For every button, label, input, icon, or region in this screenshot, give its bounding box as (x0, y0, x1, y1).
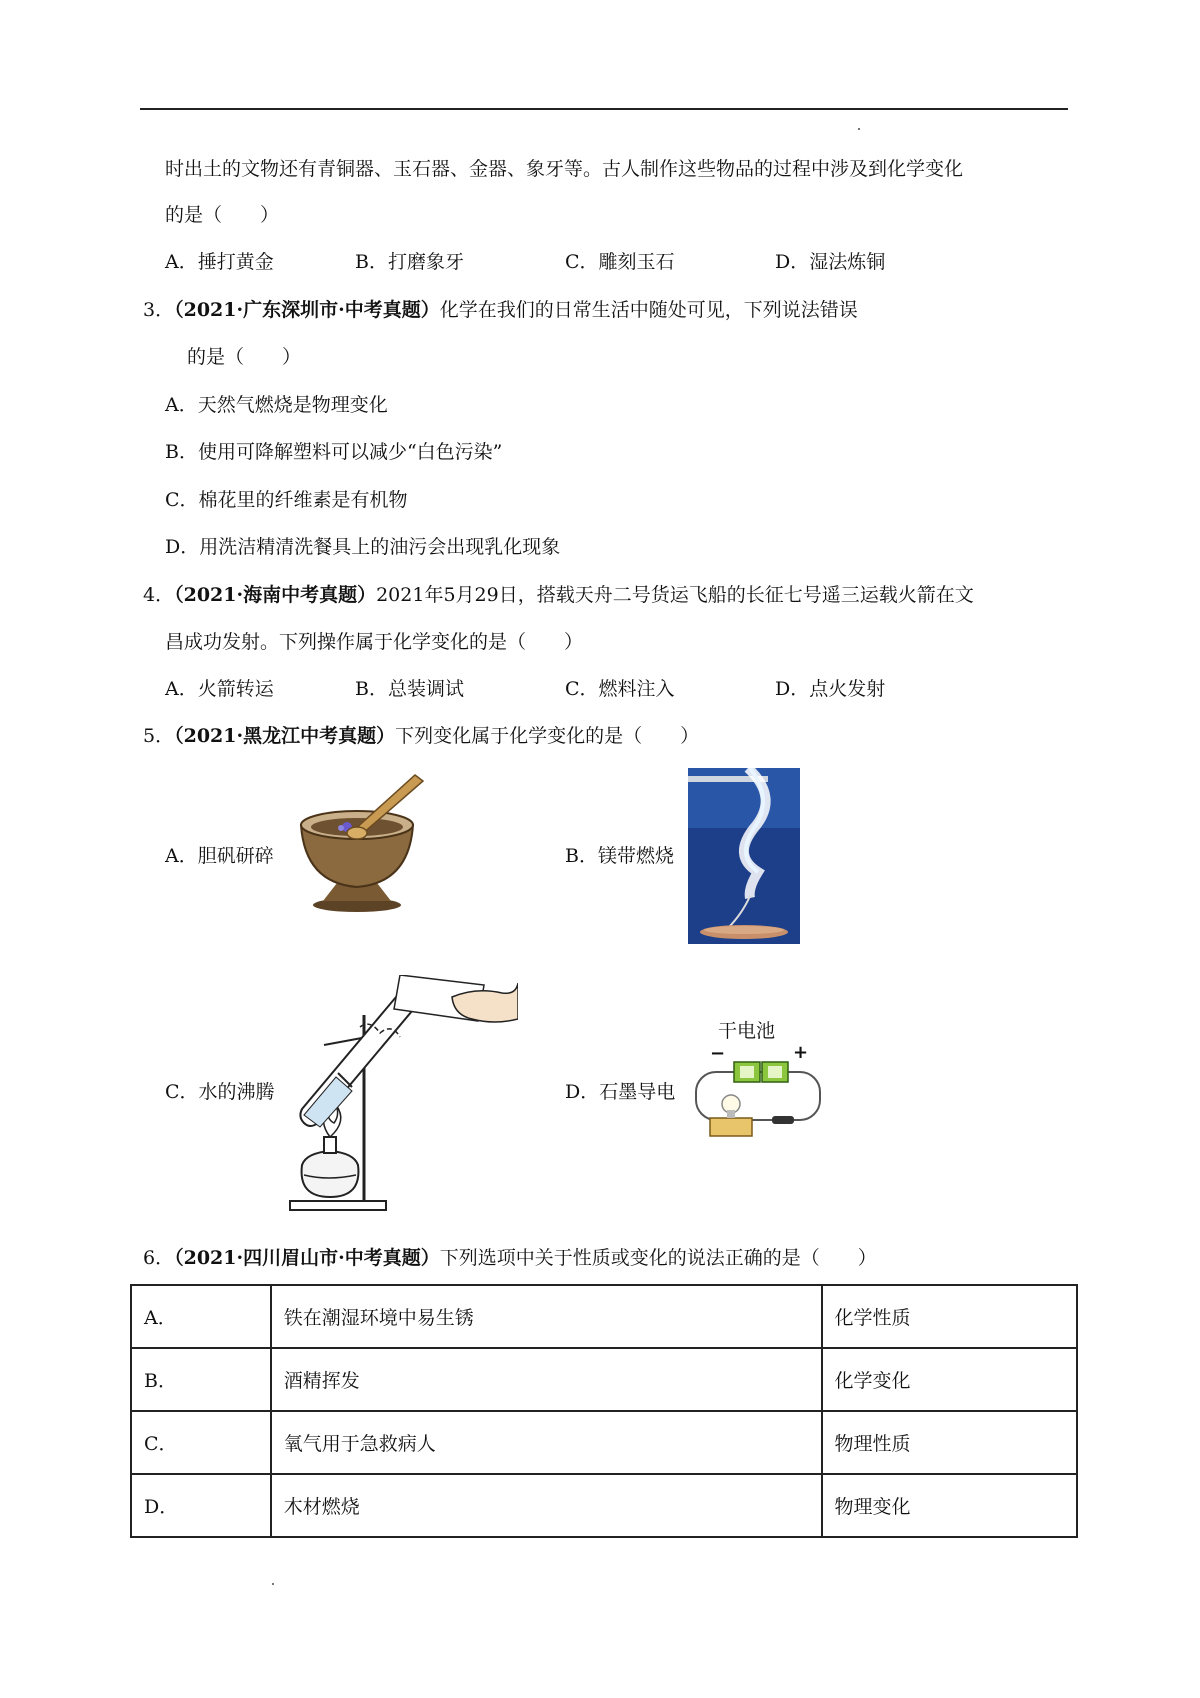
header-rule (140, 108, 1068, 110)
q4-option-b: B．总装调试 (355, 678, 464, 700)
table-row (131, 1285, 1077, 1348)
q4-options (165, 677, 965, 701)
q4-source: （2021·海南中考真题） (174, 584, 377, 606)
boiling-water-image (288, 975, 518, 1215)
q5-stem-line1 (143, 724, 699, 748)
q3-option-c: C．棉花里的纤维素是有机物 (165, 489, 408, 511)
scan-dot (858, 128, 860, 130)
q5-source: （2021·黑龙江中考真题） (174, 725, 396, 747)
q6-row-b-desc: 酒精挥发 (271, 1348, 822, 1411)
q2-option-c: C．雕刻玉石 (565, 251, 675, 273)
q4-number: 4． (143, 584, 175, 606)
q6-row-d-desc: 木材燃烧 (271, 1474, 822, 1537)
q5-option-a-label: A．胆矾研碎 (165, 845, 274, 867)
q6-row-a-letter: A． (131, 1285, 271, 1348)
q6-row-c-type: 物理性质 (822, 1411, 1077, 1474)
mortar-pestle-image (295, 765, 430, 915)
table-row (131, 1474, 1077, 1537)
scan-dot (272, 1583, 274, 1585)
q6-number: 6． (143, 1247, 175, 1269)
q6-row-c-desc: 氧气用于急救病人 (271, 1411, 822, 1474)
q6-row-c-letter: C． (131, 1411, 271, 1474)
q5-option-b-label: B．镁带燃烧 (565, 845, 674, 867)
q5-option-c-label: C．水的沸腾 (165, 1081, 275, 1103)
q3-source: （2021·广东深圳市·中考真题） (174, 299, 440, 321)
q4-stem-line2: 昌成功发射。下列操作属于化学变化的是（ ） (165, 631, 584, 653)
q6-row-a-desc: 铁在潮湿环境中易生锈 (271, 1285, 822, 1348)
q6-row-b-letter: B． (131, 1348, 271, 1411)
battery-label: 干电池 (718, 1020, 776, 1042)
q3-option-d: D．用洗洁精清洗餐具上的油污会出现乳化现象 (165, 536, 561, 558)
q2-options (165, 250, 965, 274)
q3-number: 3． (143, 299, 175, 321)
q6-source: （2021·四川眉山市·中考真题） (174, 1247, 440, 1269)
q4-option-d: D．点火发射 (775, 678, 886, 700)
q5-number: 5． (143, 725, 175, 747)
battery-plus-sign: + (793, 1042, 809, 1063)
q6-row-a-type: 化学性质 (822, 1285, 1077, 1348)
table-row (131, 1348, 1077, 1411)
q2-stem-line2: 的是（ ） (165, 204, 280, 226)
q2-option-a: A．捶打黄金 (165, 251, 274, 273)
q6-row-b-type: 化学变化 (822, 1348, 1077, 1411)
q6-stem: 下列选项中关于性质或变化的说法正确的是（ ） (439, 1247, 877, 1269)
q3-option-a: A．天然气燃烧是物理变化 (165, 394, 388, 416)
battery-minus-sign: − (710, 1043, 726, 1064)
q3-stem: 化学在我们的日常生活中随处可见，下列说法错误 (439, 299, 858, 321)
table-row (131, 1411, 1077, 1474)
q2-option-d: D．湿法炼铜 (775, 251, 886, 273)
q4-option-c: C．燃料注入 (565, 678, 675, 700)
q4-stem: 2021年5月29日，搭载天舟二号货运飞船的长征七号遥三运载火箭在文 (376, 584, 974, 606)
magnesium-burning-image (688, 768, 800, 944)
q4-option-a: A．火箭转运 (165, 678, 274, 700)
q5-option-d-label: D．石墨导电 (565, 1081, 676, 1103)
q3-stem-line2: 的是（ ） (187, 346, 302, 368)
q6-stem-line1 (143, 1246, 877, 1270)
q6-row-d-letter: D． (131, 1474, 271, 1537)
q5-stem: 下列变化属于化学变化的是（ ） (395, 725, 700, 747)
graphite-circuit-image (690, 1058, 830, 1150)
q2-option-b: B．打磨象牙 (355, 251, 464, 273)
q4-stem-line1 (143, 583, 974, 607)
q2-stem-line1: 时出土的文物还有青铜器、玉石器、金器、象牙等。古人制作这些物品的过程中涉及到化学变化 (165, 158, 964, 180)
q6-options-table (130, 1284, 1078, 1538)
q3-stem-line1 (143, 298, 858, 322)
q6-row-d-type: 物理变化 (822, 1474, 1077, 1537)
q3-option-b: B．使用可降解塑料可以减少“白色污染” (165, 441, 503, 463)
